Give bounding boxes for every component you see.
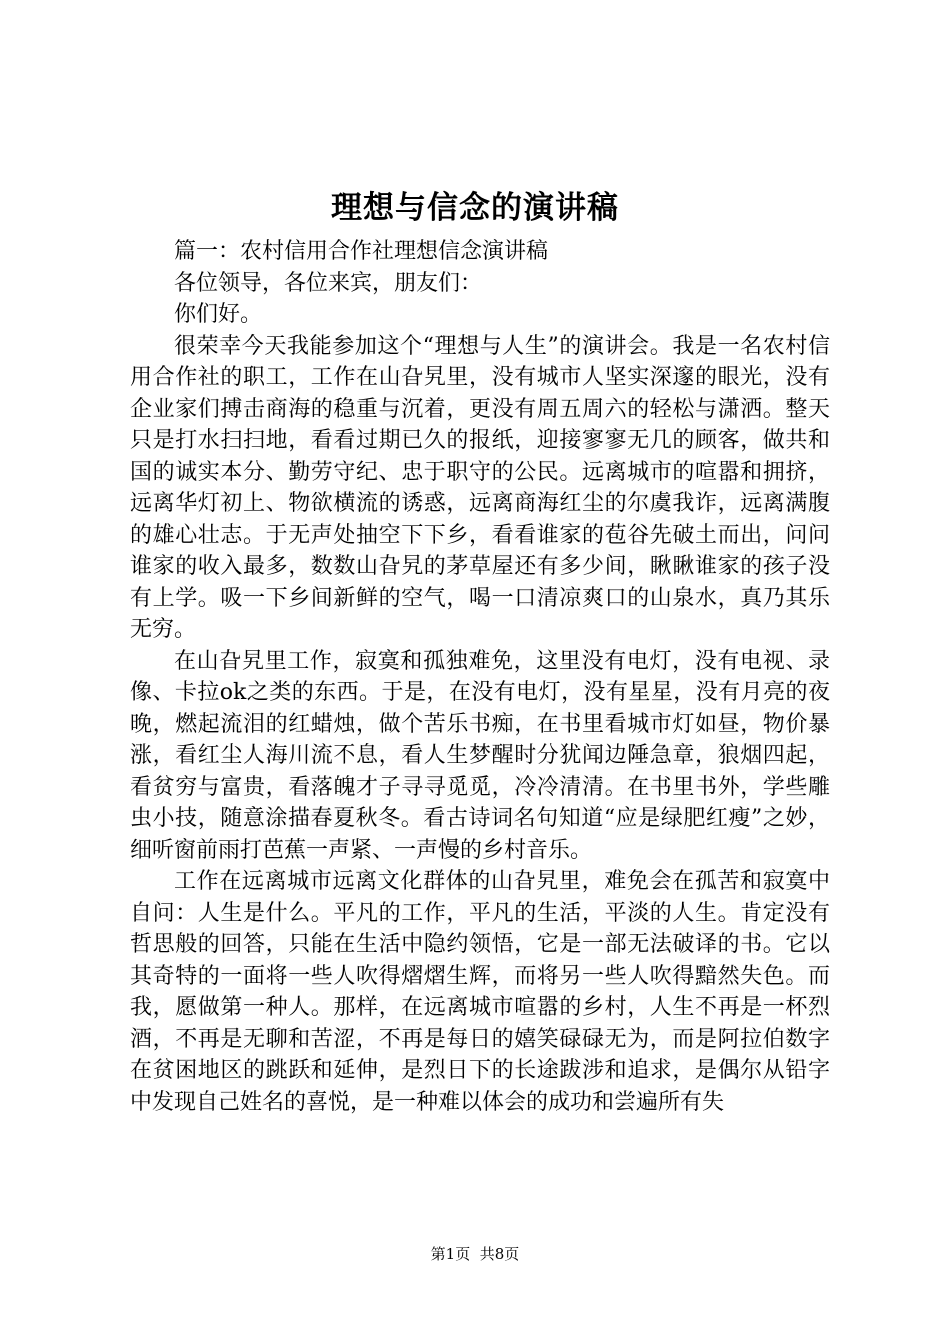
paragraph-body-3: 工作在远离城市远离文化群体的山旮旯里，难免会在孤苦和寂寞中自问：人生是什么。平凡的工作，平凡的生活，平淡的人生。肯定没有哲思般的回答，只能在生活中隐约领悟，它是一部无法破译的书。它以其奇特的一面将一些人吹得熠熠生辉，而将另一些人吹得黯然失色。而我，愿做第一种人。那样，在远离城市喧嚣的乡村，人生不再是一杯烈酒，不再是无聊和苦涩，不再是每日的嬉笑碌碌无为，而是阿拉伯数字在贫困地区的跳跃和延伸，是烈日下的长途跋涉和追求，是偶尔从铅字中发现自己姓名的喜悦，是一种难以体会的成功和尝遍所有失 xyxy=(130,869,830,1115)
document-title: 理想与信念的演讲稿 xyxy=(331,190,619,226)
paragraph-body-2: 在山旮旯里工作，寂寞和孤独难免，这里没有电灯，没有电视、录像、卡拉ok之类的东西。于是，在没有电灯，没有星星，没有月亮的夜晚，燃起流泪的红蜡烛，做个苦乐书痴，在书里看城市灯如昼，物价暴涨，看红尘人海川流不息，看人生梦醒时分犹闻边陲急章，狼烟四起，看贫穷与富贵，看落魄才子寻寻觅觅，冷冷清清。在书里书外，学些雕虫小技，随意涂描春夏秋冬。看古诗词名句知道“应是绿肥红瘦”之妙，细听窗前雨打芭蕉一声紧、一声慢的乡村音乐。 xyxy=(130,648,830,863)
page-footer xyxy=(0,1244,950,1264)
paragraph-salutation: 各位领导，各位来宾，朋友们： xyxy=(174,270,483,296)
document-body xyxy=(130,236,830,1118)
page-total: 共8页 xyxy=(479,1245,520,1263)
paragraph-greeting: 你们好。 xyxy=(174,302,263,327)
paragraph-section-heading: 篇一：农村信用合作社理想信念演讲稿 xyxy=(174,239,549,264)
page-number: 第1页 xyxy=(430,1245,471,1263)
paragraph-body-1: 很荣幸今天我能参加这个“理想与人生”的演讲会。我是一名农村信用合作社的职工，工作在山旮旯里，没有城市人坚实深邃的眼光，没有企业家们搏击商海的稳重与沉着，更没有周五周六的轻松与潇洒。整天只是打水扫扫地，看看过期已久的报纸，迎接寥寥无几的顾客，做共和国的诚实本分、勤劳守纪、忠于职守的公民。远离城市的喧嚣和拥挤，远离华灯初上、物欲横流的诱惑，远离商海红尘的尔虞我诈，远离满腹的雄心壮志。于无声处抽空下下乡，看看谁家的苞谷先破土而出，问问谁家的收入最多，数数山旮旯的茅草屋还有多少间，瞅瞅谁家的孩子没有上学。吸一下乡间新鲜的空气，喝一口清凉爽口的山泉水，真乃其乐无穷。 xyxy=(130,333,830,642)
